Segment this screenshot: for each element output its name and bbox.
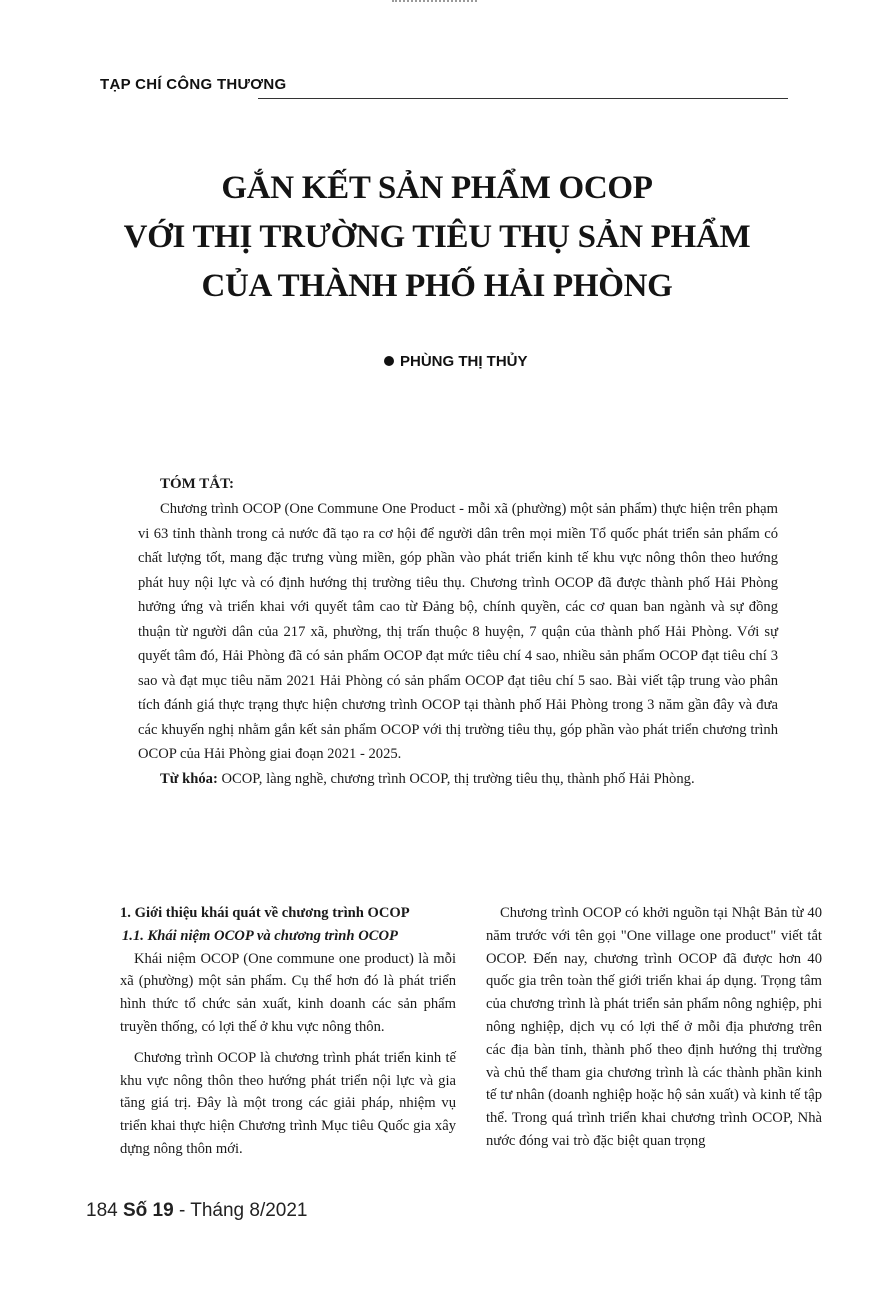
keywords-label: Từ khóa: bbox=[160, 770, 218, 787]
author-name: PHÙNG THỊ THỦY bbox=[400, 353, 528, 370]
right-column bbox=[486, 902, 822, 1161]
author-byline bbox=[384, 353, 528, 370]
issue-date: - Tháng 8/2021 bbox=[178, 1200, 308, 1221]
title-line: VỚI THỊ TRƯỜNG TIÊU THỤ SẢN PHẨM bbox=[123, 219, 751, 255]
keywords-text: OCOP, làng nghề, chương trình OCOP, thị trường tiêu thụ, thành phố Hải Phòng. bbox=[221, 770, 695, 787]
title-line: GẮN KẾT SẢN PHẨM OCOP bbox=[221, 170, 653, 206]
page-footer bbox=[86, 1200, 308, 1222]
abstract-heading: TÓM TẮT: bbox=[160, 476, 235, 492]
article-title bbox=[80, 164, 794, 311]
left-column bbox=[120, 902, 456, 1169]
body-paragraph: Khái niệm OCOP (One commune one product) là mỗi xã (phường) một sản phẩm. Cụ thể hơn đó là phát triển hình thức tổ chức sản xuất, kinh doanh các sản phẩm truyền thống, có lợi thế ở khu vực nông thôn. bbox=[120, 950, 456, 1035]
body-paragraph: Chương trình OCOP có khởi nguồn tại Nhật Bản từ 40 năm trước với tên gọi "One village one product" viết tắt OCOP. Đến nay, chương trình OCOP đã được hơn 40 quốc gia trên toàn thế giới triển khai áp dụng. Trọng tâm của chương trình là phát triển sản phẩm nông nghiệp, phi nông nghiệp, dịch vụ có lợi thế ở mỗi địa phương trên các địa bàn tỉnh, thành phố theo định hướng thị trường và chủ thể tham gia chương trình là các thành phần kinh tế tư nhân (doanh nghiệp hoặc hộ sản xuất) và kinh tế tập thể. Trong quá trình triển khai chương trình OCOP, Nhà nước đóng vai trò đặc biệt quan trọng bbox=[486, 905, 822, 1149]
body-paragraph: Chương trình OCOP là chương trình phát triển kinh tế khu vực nông thôn theo hướng phát triển nội lực và gia tăng giá trị. Đây là một trong các giải pháp, nhiệm vụ triển khai thực hiện Chương trình Mục tiêu Quốc gia xây dựng nông thôn mới. bbox=[120, 1049, 456, 1157]
page-number: 184 bbox=[86, 1200, 118, 1221]
bullet-icon bbox=[384, 356, 394, 366]
subsection-heading: 1.1. Khái niệm OCOP và chương trình OCOP bbox=[122, 927, 398, 944]
running-header bbox=[100, 76, 788, 100]
section-heading: 1. Giới thiệu khái quát về chương trình OCOP bbox=[120, 905, 410, 921]
keywords-line bbox=[160, 767, 778, 792]
journal-name: TẠP CHÍ CÔNG THƯƠNG bbox=[100, 76, 287, 93]
header-rule bbox=[258, 98, 788, 99]
title-line: CỦA THÀNH PHỐ HẢI PHÒNG bbox=[201, 268, 673, 304]
scan-artifact bbox=[392, 0, 477, 5]
abstract-block bbox=[138, 476, 778, 791]
abstract-body: Chương trình OCOP (One Commune One Product - mỗi xã (phường) một sản phẩm) thực hiện trên phạm vi 63 tỉnh thành trong cả nước đã tạo ra cơ hội để người dân trên mọi miền Tổ quốc phát triển sản phẩm có chất lượng tốt, mang đặc trưng vùng miền, góp phần vào phát triển kinh tế khu vực nông thôn theo hướng phát huy nội lực và có định hướng thị trường tiêu thụ. Chương trình OCOP đã được thành phố Hải Phòng hưởng ứng và triển khai với quyết tâm cao từ Đảng bộ, chính quyền, các cơ quan ban ngành và sự đồng thuận từ người dân của 217 xã, phường, thị trấn thuộc 8 huyện, 7 quận của thành phố Hải Phòng. Với sự quyết tâm đó, Hải Phòng đã có sản phẩm OCOP đạt mức tiêu chí 4 sao, nhiều sản phẩm OCOP đạt tiêu chí 3 sao và đạt mục tiêu năm 2021 Hải Phòng có sản phẩm OCOP đạt tiêu chí 5 sao. Bài viết tập trung vào phân tích đánh giá thực trạng thực hiện chương trình OCOP tại thành phố Hải Phòng trong 3 năm gần đây và đưa các khuyến nghị nhằm gắn kết sản phẩm OCOP với thị trường tiêu thụ, góp phần vào phát triển chương trình OCOP của Hải Phòng giai đoạn 2021 - 2025. bbox=[138, 501, 778, 762]
issue-label: Số 19 bbox=[122, 1200, 174, 1221]
